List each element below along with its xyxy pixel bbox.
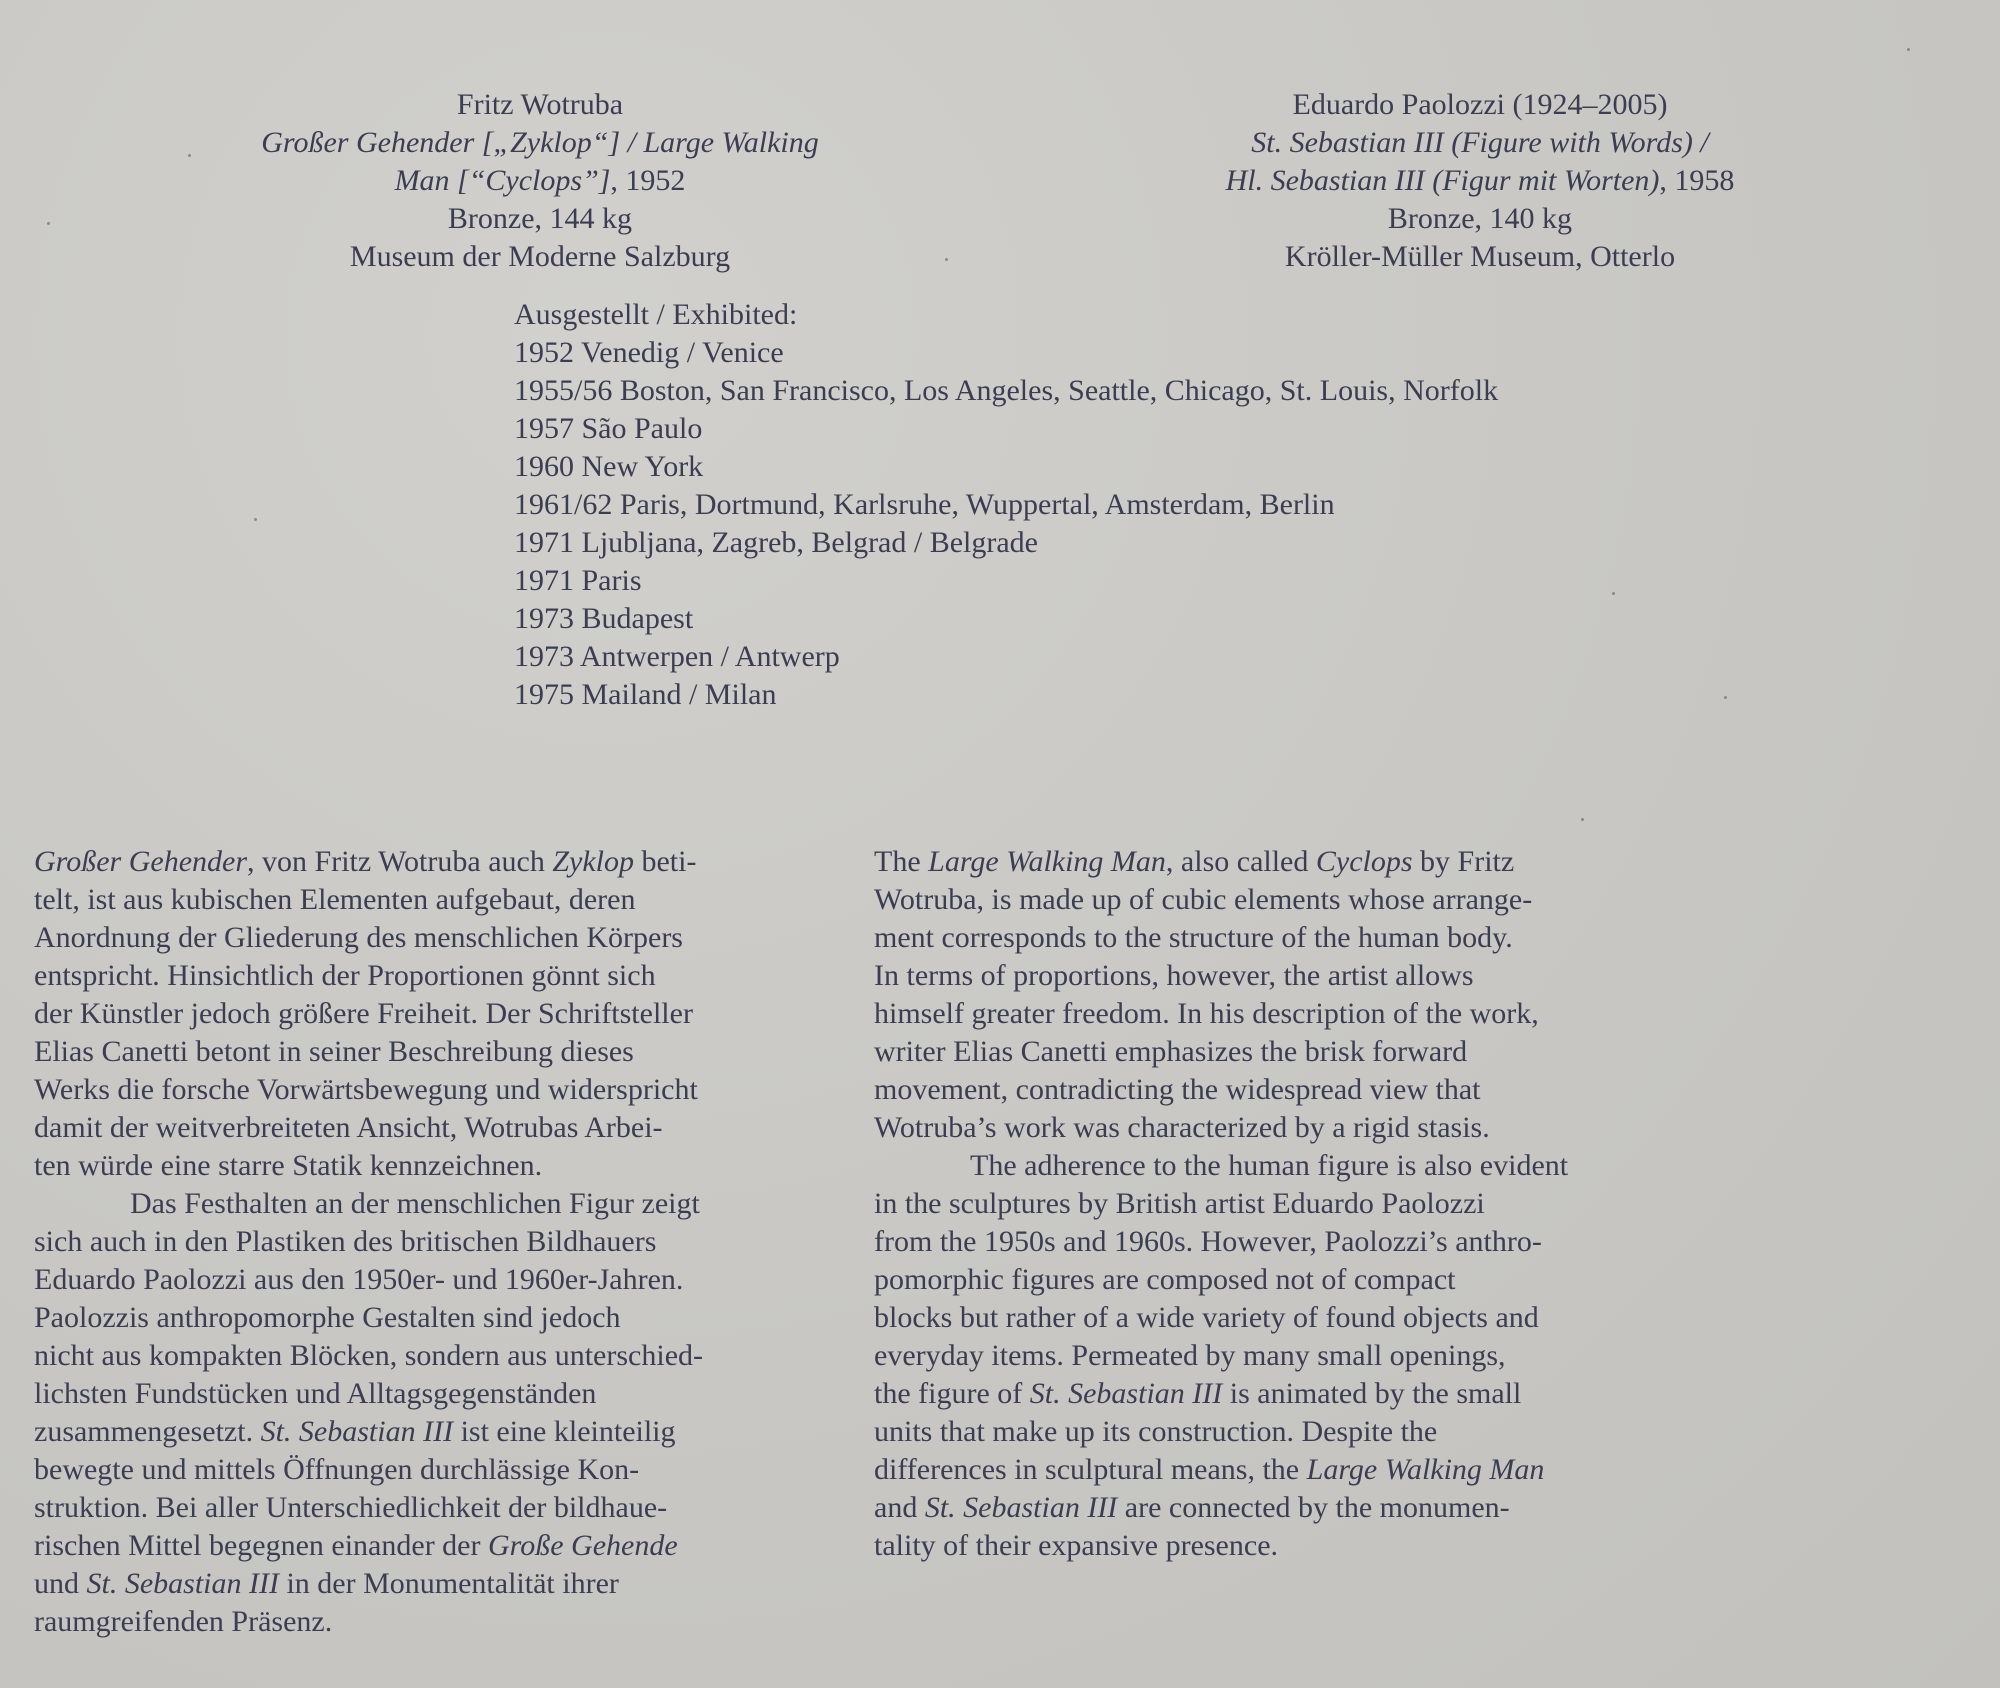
exhibition-entry: 1971 Ljubljana, Zagreb, Belgrad / Belgrade bbox=[514, 526, 1038, 559]
text-line bbox=[874, 1451, 1704, 1489]
text-line: units that make up its construction. Despite the bbox=[874, 1415, 1438, 1448]
exhibition-entry: 1973 Budapest bbox=[514, 602, 694, 635]
text-line: Wotruba, is made up of cubic elements whose arrange- bbox=[874, 883, 1533, 916]
text-line: bewegte und mittels Öffnungen durchlässige Kon- bbox=[34, 1453, 640, 1486]
artwork-title-cont bbox=[130, 162, 950, 200]
exhibition-entry: 1975 Mailand / Milan bbox=[514, 678, 777, 711]
text-line: himself greater freedom. In his description of the work, bbox=[874, 997, 1539, 1030]
text-line: in the sculptures by British artist Eduardo Paolozzi bbox=[874, 1187, 1485, 1220]
exhibition-entry: 1973 Antwerpen / Antwerp bbox=[514, 640, 840, 673]
text-line: sich auch in den Plastiken des britischen Bildhauers bbox=[34, 1225, 657, 1258]
text-line: Elias Canetti betont in seiner Beschreibung dieses bbox=[34, 1035, 634, 1068]
artwork-year: , 1958 bbox=[1659, 164, 1735, 197]
paper-speck bbox=[1907, 48, 1910, 51]
text-italic: Großer Gehender bbox=[34, 845, 248, 878]
exhibition-entry: 1971 Paris bbox=[514, 564, 642, 597]
text-line: Das Festhalten an der menschlichen Figur zeigt bbox=[130, 1187, 700, 1220]
artwork-title: Großer Gehender [„Zyklop“] / Large Walking bbox=[261, 126, 819, 159]
text-run: are connected by the monumen- bbox=[1117, 1491, 1510, 1524]
text-line: blocks but rather of a wide variety of found objects and bbox=[874, 1301, 1539, 1334]
exhibition-list bbox=[514, 296, 1498, 714]
artwork-year: , 1952 bbox=[610, 164, 686, 197]
text-line: telt, ist aus kubischen Elementen aufgebaut, deren bbox=[34, 883, 636, 916]
text-line bbox=[34, 1413, 864, 1451]
text-line bbox=[34, 1565, 864, 1603]
text-italic: St. Sebastian III bbox=[260, 1415, 454, 1448]
text-run: ist eine kleinteilig bbox=[453, 1415, 676, 1448]
exhibition-entry: 1961/62 Paris, Dortmund, Karlsruhe, Wuppertal, Amsterdam, Berlin bbox=[514, 488, 1335, 521]
text-line: Paolozzis anthropomorphe Gestalten sind jedoch bbox=[34, 1301, 621, 1334]
artwork-material: Bronze, 140 kg bbox=[1387, 202, 1573, 235]
exhibition-entry: 1955/56 Boston, San Francisco, Los Angeles, Seattle, Chicago, St. Louis, Norfolk bbox=[514, 374, 1499, 407]
english-body-text bbox=[874, 843, 1704, 1565]
artwork-collection: Museum der Moderne Salzburg bbox=[349, 240, 731, 273]
text-line: lichsten Fundstücken und Alltagsgegenständen bbox=[34, 1377, 597, 1410]
artwork-collection: Kröller-Müller Museum, Otterlo bbox=[1284, 240, 1676, 273]
text-run: and bbox=[874, 1491, 925, 1524]
text-run: is animated by the small bbox=[1222, 1377, 1522, 1410]
text-run: rischen Mittel begegnen einander der bbox=[34, 1529, 488, 1562]
paper-speck bbox=[1724, 696, 1727, 699]
paper-speck bbox=[188, 154, 191, 157]
text-line bbox=[874, 1489, 1704, 1527]
text-italic: Large Walking Man bbox=[928, 845, 1166, 878]
text-run: beti- bbox=[633, 845, 697, 878]
text-run: The bbox=[874, 845, 929, 878]
text-line: everyday items. Permeated by many small openings, bbox=[874, 1339, 1506, 1372]
text-run: the figure of bbox=[874, 1377, 1030, 1410]
text-run: zusammengesetzt. bbox=[34, 1415, 261, 1448]
exhibition-entry: 1952 Venedig / Venice bbox=[514, 336, 784, 369]
text-run: und bbox=[34, 1567, 87, 1600]
text-line bbox=[34, 1527, 864, 1565]
artwork-title-cont bbox=[1070, 162, 1890, 200]
german-body-text bbox=[34, 843, 864, 1641]
text-line: movement, contradicting the widespread view that bbox=[874, 1073, 1481, 1106]
text-line: nicht aus kompakten Blöcken, sondern aus unterschied- bbox=[34, 1339, 703, 1372]
text-italic: Large Walking Man bbox=[1306, 1453, 1545, 1486]
text-line: Werks die forsche Vorwärtsbewegung und widerspricht bbox=[34, 1073, 698, 1106]
text-line: pomorphic figures are composed not of compact bbox=[874, 1263, 1456, 1296]
text-line: ment corresponds to the structure of the human body. bbox=[874, 921, 1513, 954]
paper-speck bbox=[945, 258, 948, 261]
text-line: Anordnung der Gliederung des menschlichen Körpers bbox=[34, 921, 683, 954]
paper-speck bbox=[1581, 818, 1584, 821]
text-line: The adherence to the human figure is also evident bbox=[970, 1149, 1569, 1182]
text-line: Eduardo Paolozzi aus den 1950er- und 1960er-Jahren. bbox=[34, 1263, 684, 1296]
text-line: damit der weitverbreiteten Ansicht, Wotrubas Arbei- bbox=[34, 1111, 663, 1144]
caption-paolozzi bbox=[1070, 86, 1890, 276]
text-italic: St. Sebastian III bbox=[924, 1491, 1118, 1524]
paper-speck bbox=[254, 518, 257, 521]
text-line: ten würde eine starre Statik kennzeichnen. bbox=[34, 1149, 543, 1182]
exhibition-entry: 1957 São Paulo bbox=[514, 412, 703, 445]
text-line: raumgreifenden Präsenz. bbox=[34, 1605, 333, 1638]
text-italic: St. Sebastian III bbox=[86, 1567, 279, 1600]
text-italic: Große Gehende bbox=[487, 1529, 678, 1562]
artwork-title-italic: Man [“Cyclops”] bbox=[394, 164, 611, 197]
text-run: in der Monumentalität ihrer bbox=[278, 1567, 619, 1600]
text-run: , von Fritz Wotruba auch bbox=[247, 845, 553, 878]
text-line: der Künstler jedoch größere Freiheit. Der Schriftsteller bbox=[34, 997, 693, 1030]
text-line: entspricht. Hinsichtlich der Proportionen gönnt sich bbox=[34, 959, 656, 992]
text-line: In terms of proportions, however, the artist allows bbox=[874, 959, 1474, 992]
text-run: , also called bbox=[1165, 845, 1316, 878]
text-italic: Cyclops bbox=[1315, 845, 1413, 878]
paper-speck bbox=[1612, 592, 1615, 595]
text-line: struktion. Bei aller Unterschiedlichkeit der bildhaue- bbox=[34, 1491, 668, 1524]
exhibition-heading: Ausgestellt / Exhibited: bbox=[514, 298, 798, 331]
text-italic: St. Sebastian III bbox=[1029, 1377, 1223, 1410]
text-run: differences in sculptural means, the bbox=[874, 1453, 1307, 1486]
text-line: Wotruba’s work was characterized by a rigid stasis. bbox=[874, 1111, 1490, 1144]
text-run: by Fritz bbox=[1412, 845, 1515, 878]
text-italic: Zyklop bbox=[552, 845, 634, 878]
paper-speck bbox=[47, 222, 50, 225]
caption-wotruba bbox=[130, 86, 950, 276]
text-line: tality of their expansive presence. bbox=[874, 1529, 1279, 1562]
text-line bbox=[874, 843, 1704, 881]
artist-name: Fritz Wotruba bbox=[456, 88, 624, 121]
artwork-title: St. Sebastian III (Figure with Words) / bbox=[1251, 126, 1709, 159]
exhibition-entry: 1960 New York bbox=[514, 450, 704, 483]
artwork-material: Bronze, 144 kg bbox=[447, 202, 633, 235]
artist-name: Eduardo Paolozzi (1924–2005) bbox=[1292, 88, 1668, 121]
text-line bbox=[34, 843, 864, 881]
text-line: writer Elias Canetti emphasizes the brisk forward bbox=[874, 1035, 1468, 1068]
text-line bbox=[874, 1375, 1704, 1413]
text-line: from the 1950s and 1960s. However, Paolozzi’s anthro- bbox=[874, 1225, 1542, 1258]
artwork-title-italic: Hl. Sebastian III (Figur mit Worten) bbox=[1225, 164, 1660, 197]
